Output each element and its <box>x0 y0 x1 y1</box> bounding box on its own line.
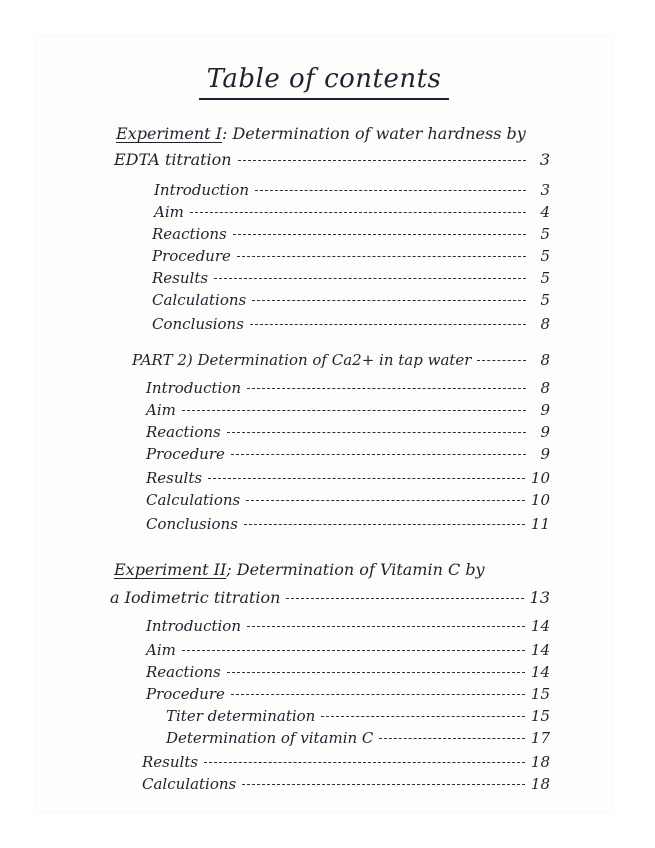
part-2-heading: PART 2) Determination of Ca2+ in tap water <box>132 351 472 369</box>
page-number: 11 <box>530 515 550 533</box>
notebook-page <box>36 36 612 812</box>
experiment-1-label: Experiment I <box>116 124 222 143</box>
toc-entry <box>146 422 550 442</box>
page-number: 9 <box>540 445 550 463</box>
toc-entry-label: Introduction <box>146 379 241 397</box>
dot-leader <box>214 278 526 279</box>
dot-leader <box>182 410 526 411</box>
toc-entry <box>152 268 550 288</box>
toc-entry <box>152 290 550 310</box>
toc-entry <box>146 490 550 510</box>
toc-entry <box>146 616 550 636</box>
toc-entry <box>142 774 550 794</box>
toc-entry <box>114 150 550 170</box>
page-number: 8 <box>540 315 550 333</box>
toc-entry-label: Conclusions <box>146 515 238 533</box>
dot-leader <box>208 478 525 479</box>
toc-subentry <box>166 728 550 748</box>
page-number: 14 <box>530 617 550 635</box>
page-number: 15 <box>530 685 550 703</box>
page-number: 8 <box>540 351 550 369</box>
toc-entry <box>152 314 550 334</box>
dot-leader <box>246 500 525 501</box>
toc-entry-label: Procedure <box>152 247 231 265</box>
toc-entry-label: Reactions <box>146 663 221 681</box>
page-number: 5 <box>540 247 550 265</box>
page-number: 10 <box>530 469 550 487</box>
toc-entry-label: Calculations <box>146 491 241 509</box>
dot-leader <box>182 650 525 651</box>
toc-entry-label: Results <box>146 469 203 487</box>
experiment-2-title-line2: a Iodimetric titration <box>110 588 281 607</box>
page-number: 3 <box>540 181 550 199</box>
toc-entry <box>146 662 550 682</box>
dot-leader <box>252 300 526 301</box>
toc-entry-label: Introduction <box>146 617 241 635</box>
toc-entry-label: Determination of vitamin C <box>166 729 374 747</box>
dot-leader <box>379 738 524 739</box>
page-title <box>36 64 612 94</box>
dot-leader <box>231 694 525 695</box>
page-number: 14 <box>530 641 550 659</box>
toc-entry <box>152 224 550 244</box>
page-number: 14 <box>530 663 550 681</box>
toc-entry-label: Titer determination <box>166 707 316 725</box>
experiment-2-label: Experiment II <box>114 560 227 579</box>
dot-leader <box>227 672 525 673</box>
page-number: 8 <box>540 379 550 397</box>
toc-entry <box>146 400 550 420</box>
toc-entry-label: Results <box>142 753 199 771</box>
page-number: 10 <box>530 491 550 509</box>
toc-entry <box>146 444 550 464</box>
dot-leader <box>286 598 523 599</box>
dot-leader <box>244 524 525 525</box>
page-number: 18 <box>530 753 550 771</box>
dot-leader <box>247 626 525 627</box>
toc-subentry <box>166 706 550 726</box>
toc-entry <box>152 246 550 266</box>
page-number: 4 <box>540 203 550 221</box>
dot-leader <box>238 160 526 161</box>
toc-entry-label: Introduction <box>154 181 249 199</box>
dot-leader <box>231 454 526 455</box>
page-number: 3 <box>539 150 550 169</box>
page-number: 9 <box>540 401 550 419</box>
dot-leader <box>233 234 526 235</box>
toc-entry-label: Aim <box>146 401 176 419</box>
toc-entry-label: Aim <box>146 641 176 659</box>
dot-leader <box>477 360 526 361</box>
page-number: 17 <box>530 729 550 747</box>
toc-entry <box>132 350 550 370</box>
page-number: 5 <box>540 269 550 287</box>
toc-entry <box>146 468 550 488</box>
toc-entry <box>146 640 550 660</box>
toc-entry <box>146 378 550 398</box>
page-number: 9 <box>540 423 550 441</box>
toc-entry-label: Calculations <box>152 291 247 309</box>
page-number: 18 <box>530 775 550 793</box>
dot-leader <box>237 256 526 257</box>
toc-entry-label: Reactions <box>146 423 221 441</box>
dot-leader <box>190 212 526 213</box>
toc-entry <box>142 752 550 772</box>
page-title-text: Table of contents <box>199 64 450 100</box>
toc-entry-label: Calculations <box>142 775 237 793</box>
toc-entry <box>154 180 550 200</box>
page-number: 5 <box>540 291 550 309</box>
toc-entry-label: Aim <box>154 203 184 221</box>
experiment-1-heading <box>116 124 574 144</box>
toc-entry <box>154 202 550 222</box>
experiment-1-title-line2: EDTA titration <box>114 150 232 169</box>
toc-entry-label: Results <box>152 269 209 287</box>
toc-entry <box>110 588 550 608</box>
dot-leader <box>247 388 526 389</box>
toc-entry-label: Procedure <box>146 445 225 463</box>
experiment-2-heading <box>114 560 562 580</box>
toc-entry-label: Procedure <box>146 685 225 703</box>
dot-leader <box>242 784 525 785</box>
toc-entry-label: Reactions <box>152 225 227 243</box>
page-number: 13 <box>529 588 550 607</box>
dot-leader <box>250 324 526 325</box>
toc-entry <box>146 514 550 534</box>
dot-leader <box>255 190 526 191</box>
dot-leader <box>321 716 525 717</box>
dot-leader <box>204 762 525 763</box>
page-number: 15 <box>530 707 550 725</box>
experiment-2-title: ; Determination of Vitamin C by <box>226 560 485 579</box>
experiment-1-title: : Determination of water hardness by <box>221 124 526 143</box>
toc-entry <box>146 684 550 704</box>
dot-leader <box>227 432 526 433</box>
toc-entry-label: Conclusions <box>152 315 244 333</box>
page-number: 5 <box>540 225 550 243</box>
